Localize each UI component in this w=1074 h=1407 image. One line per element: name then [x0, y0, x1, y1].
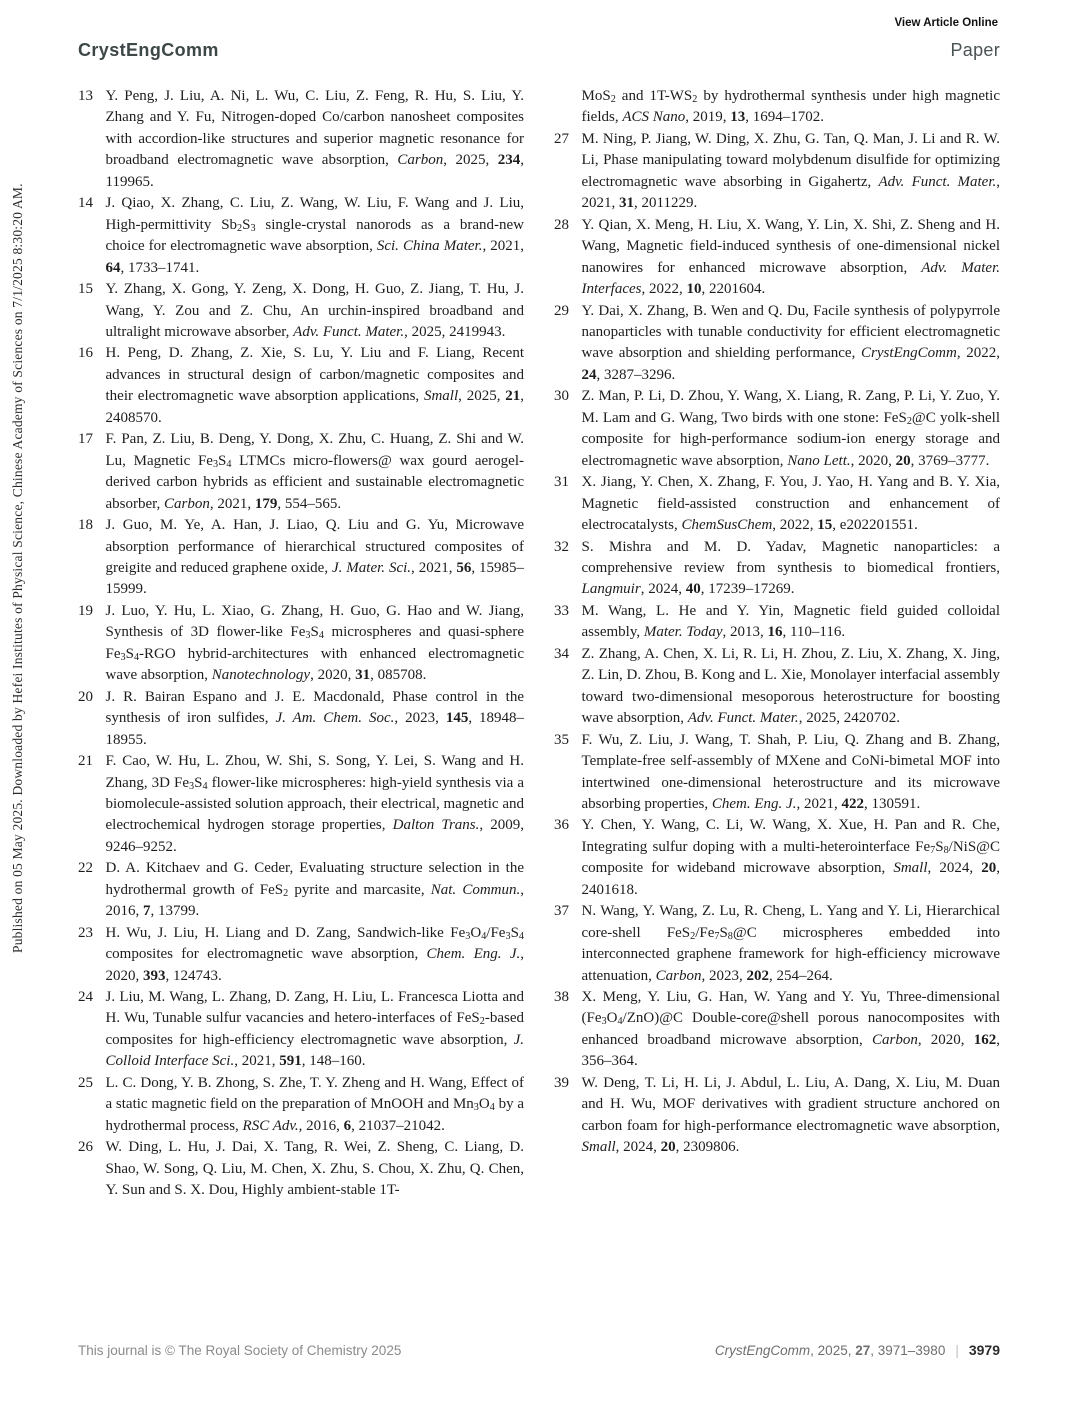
reference-item: [78, 193, 524, 279]
reference-number: 25: [78, 1074, 93, 1091]
reference-text: F. Pan, Z. Liu, B. Deng, Y. Dong, X. Zhu, C. Huang, Z. Shi and W. Lu, Magnetic Fe3S4 LTMCs micro-flowers@ wax gourd aerogel-derived carbon hybrids as efficient and sustainable electromagnetic absorber, Carbon, 2021, 179, 554–565.: [105, 431, 524, 512]
reference-number: 15: [78, 281, 93, 298]
reference-text: X. Meng, Y. Liu, G. Han, W. Yang and Y. Yu, Three-dimensional (Fe3O4/ZnO)@C Double-core@shell porous nanocomposites with enhanced broadband microwave absorption, Carbon, 2020, 162, 356–364.: [581, 989, 1001, 1070]
reference-item: [78, 923, 524, 987]
reference-item-continuation: [554, 86, 1000, 129]
page-footer: [78, 1342, 1000, 1358]
reference-text: L. C. Dong, Y. B. Zhong, S. Zhe, T. Y. Zheng and H. Wang, Effect of a static magnetic field on the preparation of MnOOH and Mn3O4 by a hydrothermal process, RSC Adv., 2016, 6, 21037–21042.: [105, 1074, 524, 1134]
reference-text: J. Guo, M. Ye, A. Han, J. Liao, Q. Liu and G. Yu, Microwave absorption performance of hierarchical structured composites of greigite and reduced graphene oxide, J. Mater. Sci., 2021, 56, 15985–15999.: [105, 517, 525, 598]
reference-item: [554, 215, 1000, 301]
reference-item: [554, 472, 1000, 536]
reference-text: F. Cao, W. Hu, L. Zhou, W. Shi, S. Song, Y. Lei, S. Wang and H. Zhang, 3D Fe3S4 flower-like microspheres: high-yield synthesis via a biomolecule-assisted solution approach, their electrical, magnetic and electrochemical hydrogen storage properties, Dalton Trans., 2009, 9246–9252.: [105, 753, 524, 855]
reference-number: 35: [554, 731, 569, 748]
reference-item: [78, 858, 524, 922]
reference-item: [78, 1073, 524, 1137]
reference-text: Y. Qian, X. Meng, H. Liu, X. Wang, Y. Lin, X. Shi, Z. Sheng and H. Wang, Magnetic field-induced synthesis of one-dimensional nickel nanowires for enhanced microwave absorption, Adv. Mater. Interfaces, 2022, 10, 2201604.: [581, 216, 1001, 298]
reference-number: 18: [78, 517, 93, 534]
reference-text: N. Wang, Y. Wang, Z. Lu, R. Cheng, L. Yang and Y. Li, Hierarchical core-shell FeS2/Fe7S8@C microspheres embedded into interconnected graphene framework for high-efficiency microwave attenuation, Carbon, 2023, 202, 254–264.: [581, 903, 1000, 984]
reference-number: 24: [78, 989, 93, 1006]
reference-number: 37: [554, 903, 569, 920]
references-column-right: [554, 86, 1000, 1202]
download-watermark: Published on 05 May 2025. Downloaded by Hefei Institutes of Physical Science, Chinese Academy of Sciences on 7/1/2025 8:30:20 AM.: [10, 183, 25, 953]
reference-item: [554, 644, 1000, 730]
reference-text: Z. Zhang, A. Chen, X. Li, R. Li, H. Zhou, Z. Liu, X. Zhang, X. Jing, Z. Lin, D. Zhou, B. Kong and L. Xie, Monolayer interfacial assembly toward two-dimensional mesoporous heterostructure for boosting wave absorption, Adv. Funct. Mater., 2025, 2420702.: [581, 645, 1000, 727]
reference-item: [554, 537, 1000, 601]
reference-item: [554, 987, 1000, 1073]
reference-number: 17: [78, 431, 93, 448]
reference-number: 29: [554, 302, 569, 319]
reference-text: X. Jiang, Y. Chen, X. Zhang, F. You, J. Yao, H. Yang and B. Y. Xia, Magnetic field-assisted construction and enhancement of electrocatalysts, ChemSusChem, 2022, 15, e202201551.: [581, 474, 1000, 534]
reference-text: Y. Chen, Y. Wang, C. Li, W. Wang, X. Xue, H. Pan and R. Che, Integrating sulfur doping with a multi-heterointerface Fe7S8/NiS@C composite for wideband microwave absorption, Small, 2024, 20, 2401618.: [581, 817, 1001, 898]
reference-item: [78, 343, 524, 429]
reference-item: [78, 751, 524, 858]
reference-item: [554, 901, 1000, 987]
reference-text: D. A. Kitchaev and G. Ceder, Evaluating structure selection in the hydrothermal growth of FeS2 pyrite and marcasite, Nat. Commun., 2016, 7, 13799.: [105, 860, 525, 920]
reference-number: 23: [78, 924, 93, 941]
page-header: [78, 40, 1000, 61]
reference-text: J. R. Bairan Espano and J. E. Macdonald, Phase control in the synthesis of iron sulfides, J. Am. Chem. Soc., 2023, 145, 18948–18955.: [105, 688, 525, 748]
reference-number: 16: [78, 345, 93, 362]
view-article-online-link[interactable]: View Article Online: [894, 17, 998, 29]
reference-item: [78, 86, 524, 193]
reference-number: 26: [78, 1139, 93, 1156]
reference-text: M. Wang, L. He and Y. Yin, Magnetic field guided colloidal assembly, Mater. Today, 2013, 16, 110–116.: [581, 602, 1000, 641]
reference-item: [78, 279, 524, 343]
references-column-left: [78, 86, 524, 1202]
reference-item: [554, 601, 1000, 644]
reference-text: H. Wu, J. Liu, H. Liang and D. Zang, Sandwich-like Fe3O4/Fe3S4 composites for electromagnetic wave absorption, Chem. Eng. J., 2020, 393, 124743.: [105, 924, 524, 984]
reference-text: W. Deng, T. Li, H. Li, J. Abdul, L. Liu, A. Dang, X. Liu, M. Duan and H. Wu, MOF derivatives with gradient structure anchored on carbon foam for high-performance electromagnetic wave absorption, Small, 2024, 20, 2309806.: [581, 1074, 1000, 1156]
reference-text: J. Liu, M. Wang, L. Zhang, D. Zang, H. Liu, L. Francesca Liotta and H. Wu, Tunable sulfur vacancies and hetero-interfaces of FeS2-based composites for high-efficiency electromagnetic wave absorption, J. Colloid Interface Sci., 2021, 591, 148–160.: [105, 989, 524, 1070]
reference-number: 31: [554, 474, 569, 491]
journal-title: CrystEngComm: [78, 40, 219, 60]
reference-number: 19: [78, 602, 93, 619]
reference-item: [78, 1137, 524, 1201]
reference-item: [78, 687, 524, 751]
reference-text: M. Ning, P. Jiang, W. Ding, X. Zhu, G. Tan, Q. Man, J. Li and R. W. Li, Phase manipulating toward molybdenum disulfide for optimizing electromagnetic wave absorbing in Gigahertz, Adv. Funct. Mater., 2021, 31, 2011229.: [581, 130, 1000, 212]
reference-item: [554, 386, 1000, 472]
reference-text: Y. Zhang, X. Gong, Y. Zeng, X. Dong, H. Guo, Z. Jiang, T. Hu, J. Wang, Y. Zou and Z. Chu, An urchin-inspired broadband and ultralight microwave absorber, Adv. Funct. Mater., 2025, 2419943.: [105, 281, 524, 340]
reference-text: S. Mishra and M. D. Yadav, Magnetic nanoparticles: a comprehensive review from synthesis to biomedical frontiers, Langmuir, 2024, 40, 17239–17269.: [581, 538, 1000, 598]
reference-text: J. Luo, Y. Hu, L. Xiao, G. Zhang, H. Guo, G. Hao and W. Jiang, Synthesis of 3D flower-like Fe3S4 microspheres and quasi-sphere Fe3S4-RGO hybrid-architectures with enhanced electromagnetic wave absorption, Nanotechnology, 2020, 31, 085708.: [105, 602, 524, 684]
reference-text: H. Peng, D. Zhang, Z. Xie, S. Lu, Y. Liu and F. Liang, Recent advances in structural design of carbon/magnetic composites and their electromagnetic wave absorption applications, Small, 2025, 21, 2408570.: [105, 345, 524, 426]
reference-item: [554, 815, 1000, 901]
reference-number: 27: [554, 130, 569, 147]
reference-number: 36: [554, 817, 569, 834]
footer-divider: |: [955, 1343, 959, 1358]
reference-number: 30: [554, 388, 569, 405]
reference-number: 21: [78, 753, 93, 770]
reference-number: 13: [78, 88, 93, 104]
reference-item: [78, 515, 524, 601]
reference-number: 34: [554, 645, 569, 662]
reference-item: [554, 301, 1000, 387]
references-section: [78, 86, 1000, 1202]
reference-item: [554, 129, 1000, 215]
reference-number: 32: [554, 538, 569, 555]
copyright-text: This journal is © The Royal Society of Chemistry 2025: [78, 1343, 402, 1358]
reference-text: W. Ding, L. Hu, J. Dai, X. Tang, R. Wei, Z. Sheng, C. Liang, D. Shao, W. Song, Q. Liu, M. Chen, X. Zhu, S. Chou, X. Zhu, Q. Chen, Y. Sun and S. X. Dou, Highly ambient-stable 1T-: [105, 1139, 524, 1199]
reference-item: [78, 601, 524, 687]
page-number: 3979: [968, 1342, 1000, 1358]
citation-text: CrystEngComm, 2025, 27, 3971–3980: [714, 1343, 946, 1358]
article-type-label: Paper: [950, 40, 1000, 60]
reference-item: [78, 987, 524, 1073]
reference-text: F. Wu, Z. Liu, J. Wang, T. Shah, P. Liu, Q. Zhang and B. Zhang, Template-free self-assembly of MXene and CoNi-bimetal MOF into intertwined one-dimensional heterostructure and its microwave absorbing properties, Chem. Eng. J., 2021, 422, 130591.: [581, 731, 1000, 812]
reference-number: 22: [78, 860, 93, 877]
reference-item: [554, 730, 1000, 816]
reference-number: 14: [78, 195, 93, 212]
reference-text: Z. Man, P. Li, D. Zhou, Y. Wang, X. Liang, R. Zang, P. Li, Y. Zuo, Y. M. Lam and G. Wang, Two birds with one stone: FeS2@C yolk-shell composite for high-performance sodium-ion energy storage and electromagnetic wave absorption, Nano Lett., 2020, 20, 3769–3777.: [581, 388, 1000, 469]
reference-number: 28: [554, 216, 569, 233]
reference-text: J. Qiao, X. Zhang, C. Liu, Z. Wang, W. Liu, F. Wang and J. Liu, High-permittivity Sb2S3 single-crystal nanorods as a brand-new choice for electromagnetic wave absorption, Sci. China Mater., 2021, 64, 1733–1741.: [105, 195, 524, 276]
reference-item: [78, 429, 524, 515]
reference-number: 33: [554, 602, 569, 619]
reference-item: [554, 1073, 1000, 1159]
reference-number: 20: [78, 688, 93, 705]
reference-text: Y. Dai, X. Zhang, B. Wen and Q. Du, Facile synthesis of polypyrrole nanoparticles with tunable conductivity for efficient electromagnetic wave absorption and shielding performance, CrystEngComm, 2022, 24, 3287–3296.: [581, 302, 1000, 383]
reference-number: 38: [554, 989, 569, 1006]
reference-text: MoS2 and 1T-WS2 by hydrothermal synthesis under high magnetic fields, ACS Nano, 2019, 13, 1694–1702.: [581, 88, 1000, 126]
reference-text: Y. Peng, J. Liu, A. Ni, L. Wu, C. Liu, Z. Feng, R. Hu, S. Liu, Y. Zhang and Y. Fu, Nitrogen-doped Co/carbon nanosheet composites with accordion-like structures and superior magnetic resonance for broadband electromagnetic wave absorption, Carbon, 2025, 234, 119965.: [105, 88, 524, 190]
reference-number: 39: [554, 1074, 569, 1091]
